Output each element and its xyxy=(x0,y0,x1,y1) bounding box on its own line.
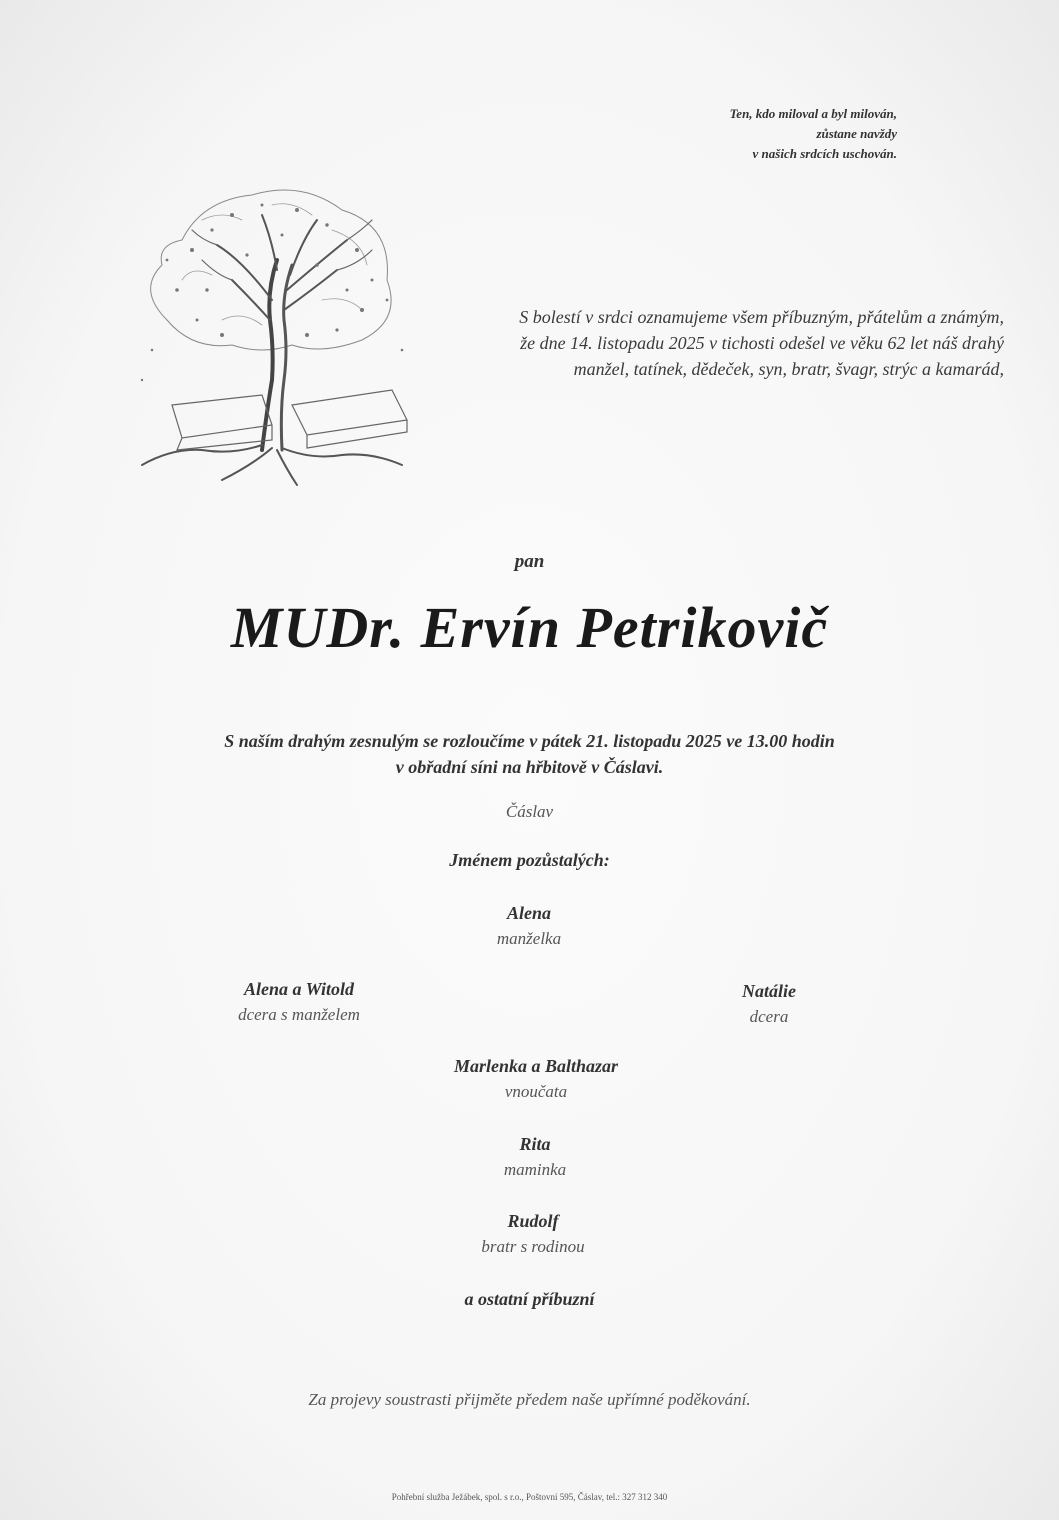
mourner-name: Rita xyxy=(519,1134,551,1154)
announcement-line-3: manžel, tatínek, dědeček, syn, bratr, švagr, strýc a kamarád, xyxy=(573,359,1004,379)
mourner-name: Alena a Witold xyxy=(243,979,355,999)
funeral-service-footer: Pohřební služba Ježábek, spol. s r.o., Poštovní 595, Čáslav, tel.: 327 312 340 xyxy=(391,1492,668,1502)
mourner-grandchildren xyxy=(386,1053,686,1105)
mourner-relation: vnoučata xyxy=(504,1082,568,1101)
on-behalf-heading: Jménem pozůstalých: xyxy=(449,850,610,870)
mourner-wife xyxy=(379,900,679,952)
announcement-line-1: S bolestí v srdci oznamujeme všem příbuzným, přátelům a známým, xyxy=(519,307,1004,327)
other-relatives: a ostatní příbuzní xyxy=(464,1289,595,1309)
mourner-relation: maminka xyxy=(503,1160,567,1179)
mourner-relation: dcera xyxy=(749,1007,789,1026)
mourner-mother xyxy=(385,1131,685,1183)
announcement-line-2: že dne 14. listopadu 2025 v tichosti odešel ve věku 62 let náš drahý xyxy=(520,333,1004,353)
mourner-name: Alena xyxy=(506,903,551,923)
farewell-line-2: v obřadní síni na hřbitově v Čáslavi. xyxy=(395,757,664,777)
mourner-relation: dcera s manželem xyxy=(238,1005,360,1024)
place: Čáslav xyxy=(505,802,554,821)
deceased-name: MUDr. Ervín Petrikovič xyxy=(230,595,829,660)
mourner-name: Natálie xyxy=(742,981,796,1001)
mourner-daughter-2 xyxy=(619,978,919,1030)
motto xyxy=(537,104,897,164)
mourner-brother xyxy=(383,1208,683,1260)
tree-icon xyxy=(122,180,424,490)
mourner-daughter-1 xyxy=(149,976,449,1028)
mourner-relation: bratr s rodinou xyxy=(481,1237,585,1256)
announcement xyxy=(400,304,1004,382)
mourner-relation: manželka xyxy=(496,929,562,948)
farewell-notice xyxy=(0,728,1059,780)
thanks-note: Za projevy soustrasti přijměte předem naše upřímné poděkování. xyxy=(308,1390,751,1409)
mourner-name: Rudolf xyxy=(507,1211,559,1231)
mourner-name: Marlenka a Balthazar xyxy=(453,1056,619,1076)
motto-line-2: zůstane navždy xyxy=(816,126,897,141)
motto-line-3: v našich srdcích uschován. xyxy=(752,146,897,161)
motto-line-1: Ten, kdo miloval a byl milován, xyxy=(729,106,897,121)
farewell-line-1: S naším drahým zesnulým se rozloučíme v pátek 21. listopadu 2025 ve 13.00 hodin xyxy=(224,731,835,751)
honorific: pan xyxy=(514,551,545,572)
